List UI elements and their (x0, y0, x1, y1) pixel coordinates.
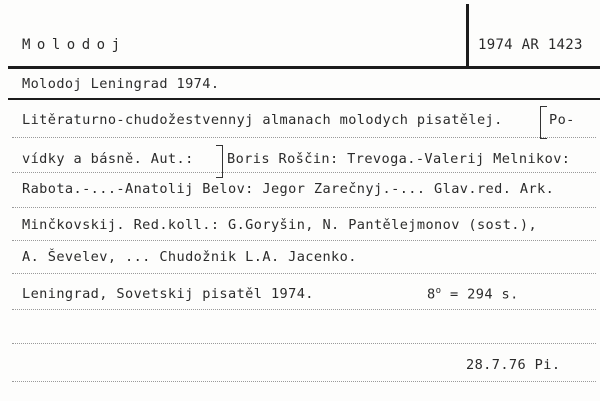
header-divider (8, 66, 600, 69)
bracket-open (540, 106, 547, 139)
entry-line-6: A. Ševelev, ... Chudožnik L.A. Jacenko. (22, 249, 357, 265)
entry-line-5: Minčkovskij. Red.koll.: G.Goryšin, N. Pantělejmonov (sost.), (22, 217, 538, 233)
entry-line-2-cont: Po- (549, 112, 575, 128)
bracket-close (216, 145, 223, 178)
entry-line-1: Molodoj Leningrad 1974. (22, 76, 220, 92)
ruled-line (12, 137, 596, 138)
ruled-line (12, 207, 596, 208)
ruled-line (12, 381, 596, 382)
ruled-line (12, 240, 596, 241)
entry-divider (8, 98, 600, 100)
entry-line-2: Litěraturno-chudožestvennyj almanach molodych pisatělej. (22, 112, 503, 128)
entry-line-3a: vídky a básně. Aut.: (22, 151, 194, 167)
imprint-line: Leningrad, Sovetskij pisatěl 1974. (22, 286, 314, 302)
header-divider-vertical (466, 4, 469, 68)
ruled-line (12, 273, 596, 274)
shelfmark: 1974 AR 1423 (478, 37, 583, 53)
format-size: 8$^o$ = 294 s. (427, 286, 519, 303)
card-title: Molodoj (22, 37, 127, 53)
entry-line-3b: Boris Roščin: Trevoga.-Valerij Melnikov: (227, 151, 571, 167)
ruled-line (12, 343, 596, 344)
entry-line-4: Rabota.-...-Anatolij Belov: Jegor Zarečnyj.-... Glav.red. Ark. (22, 181, 555, 197)
ruled-line (12, 172, 596, 173)
ruled-line (12, 309, 596, 310)
date-initials: 28.7.76 Pi. (466, 357, 561, 373)
